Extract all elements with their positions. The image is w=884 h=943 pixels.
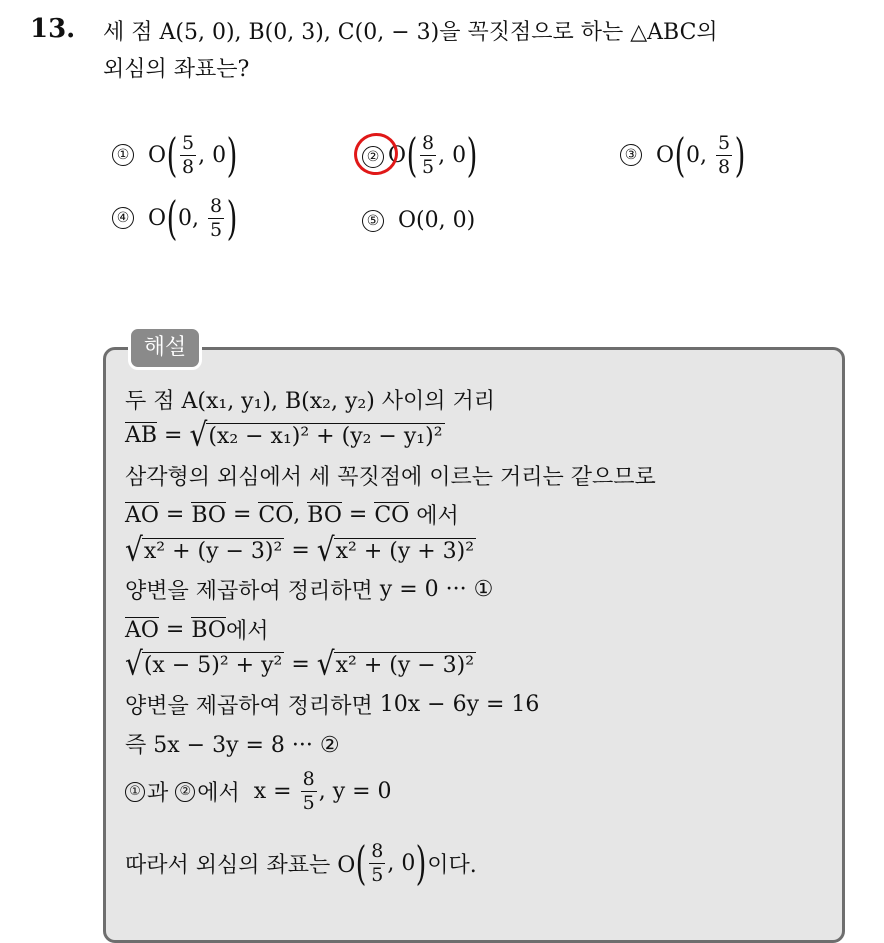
solution-line-1: 두 점 A(x₁, y₁), B(x₂, y₂) 사이의 거리 <box>125 389 496 414</box>
equals-sign: = <box>157 422 190 448</box>
equals-sign: = <box>158 617 192 642</box>
comma: , <box>192 205 206 231</box>
fraction <box>301 770 317 813</box>
fraction <box>180 131 196 178</box>
coordinate: 0 <box>401 850 416 876</box>
paren-open-icon: ( <box>166 128 178 182</box>
numerator: 5 <box>718 131 731 154</box>
choice-4[interactable] <box>112 191 238 245</box>
equals-sign: = <box>284 651 317 677</box>
suffix-text: 에서 <box>416 504 459 529</box>
radicand: (x − 5)² + y² <box>143 652 283 678</box>
solution-text: 에서 <box>197 781 240 806</box>
coordinate: 0 <box>686 142 700 168</box>
choice-marker-wrap-2 <box>362 142 388 168</box>
sqrt-expression-right <box>316 644 476 683</box>
sqrt-expression-right <box>316 530 476 569</box>
choice-prefix: O <box>148 142 167 168</box>
selected-answer-mark-icon <box>350 129 402 179</box>
solution-line-2 <box>125 415 445 454</box>
denominator: 5 <box>422 155 435 178</box>
fraction <box>369 839 385 886</box>
ref-marker-2: ② <box>175 782 195 802</box>
paren-open-icon: ( <box>355 836 367 890</box>
radicand: x² + (y − 3)² <box>335 652 475 678</box>
solution-label: 해설 <box>128 326 202 370</box>
choice-marker-4: ④ <box>112 207 134 229</box>
radical-icon: √ <box>316 644 335 683</box>
solution-text: 따라서 외심의 좌표는 O <box>125 852 356 878</box>
equals-sign: = <box>225 502 259 527</box>
radical-icon: √ <box>125 644 143 683</box>
solution-line-9 <box>125 689 539 720</box>
spacer <box>373 577 380 602</box>
question-text-line1: 세 점 A(5, 0), B(0, 3), C(0, − 3)을 꼭짓점으로 하는 △ABC의 <box>103 20 718 45</box>
coordinate: 0 <box>212 142 227 168</box>
coordinate: 0 <box>452 142 467 168</box>
sqrt-expression-left <box>125 530 284 569</box>
solution-line-11 <box>125 770 392 813</box>
radical-icon: √ <box>316 530 335 569</box>
paren-open-icon: ( <box>406 128 418 182</box>
spacer <box>168 779 175 804</box>
suffix-text: 에서 <box>225 619 269 644</box>
denominator: 5 <box>371 863 384 886</box>
solution-line-10: 즉 5x − 3y = 8 ··· ② <box>125 733 340 758</box>
solution-text: 양변을 제곱하여 정리하면 <box>125 694 373 719</box>
choice-2[interactable] <box>362 128 478 182</box>
suffix-text: 이다. <box>427 852 477 878</box>
solution-line-3: 삼각형의 외심에서 세 꼭짓점에 이르는 거리는 같으므로 <box>125 465 656 490</box>
equation: y = 0 ··· ① <box>379 577 494 602</box>
paren-close-icon: ) <box>415 836 427 890</box>
spacer <box>409 502 416 527</box>
choice-prefix: O <box>148 205 167 231</box>
numerator: 5 <box>182 131 195 154</box>
numerator: 8 <box>210 194 223 217</box>
spacer <box>373 692 380 717</box>
comma: , <box>387 850 402 876</box>
equation: 10x − 6y = 16 <box>379 692 540 717</box>
paren-close-icon: ) <box>466 128 478 182</box>
paren-close-icon: ) <box>734 128 746 182</box>
comma: , <box>198 142 213 168</box>
solution-line-7 <box>125 614 269 645</box>
question-text-line2: 외심의 좌표는? <box>103 57 250 82</box>
segment: CO <box>374 502 410 528</box>
comma: , <box>293 502 308 527</box>
denominator: 5 <box>210 218 223 241</box>
choice-prefix: O <box>388 142 407 168</box>
solution-text: 과 <box>147 781 169 806</box>
choice-5[interactable] <box>362 208 475 233</box>
spacer <box>240 779 254 804</box>
paren-open-icon: ( <box>166 191 178 245</box>
radicand: x² + (y + 3)² <box>335 538 475 564</box>
equation: x = <box>253 779 292 804</box>
coordinate: 0 <box>178 205 192 231</box>
paren-open-icon: ( <box>674 128 686 182</box>
fraction <box>420 131 436 178</box>
choice-marker-1: ① <box>112 144 134 166</box>
numerator: 8 <box>422 131 435 154</box>
segment: BO <box>191 502 226 528</box>
denominator: 8 <box>718 155 731 178</box>
choice-text-5: O(0, 0) <box>398 208 476 233</box>
paren-close-icon: ) <box>226 128 238 182</box>
solution-line-12 <box>125 836 477 890</box>
choice-1[interactable] <box>112 128 238 182</box>
radicand: (x₂ − x₁)² + (y₂ − y₁)² <box>208 423 443 449</box>
solution-text: 양변을 제곱하여 정리하면 <box>125 579 373 604</box>
fraction <box>716 131 732 178</box>
choice-3[interactable] <box>620 128 746 182</box>
spacer <box>292 779 299 804</box>
segment-ab: AB <box>125 423 158 449</box>
radicand: x² + (y − 3)² <box>143 538 283 564</box>
choice-marker-3: ③ <box>620 144 642 166</box>
choice-prefix: O <box>656 142 675 168</box>
sqrt-expression <box>189 415 444 454</box>
segment: BO <box>191 617 226 643</box>
choice-marker-2: ② <box>362 146 384 168</box>
segment: AO <box>125 502 159 528</box>
equals-sign: = <box>284 537 317 563</box>
numerator: 8 <box>371 839 384 862</box>
solution-line-4 <box>125 499 459 530</box>
question-number: 13. <box>30 14 76 44</box>
segment: AO <box>125 617 159 643</box>
solution-line-6 <box>125 574 493 605</box>
numerator: 8 <box>302 768 315 790</box>
equation: , y = 0 <box>318 779 392 804</box>
solution-line-8 <box>125 644 476 683</box>
paren-close-icon: ) <box>226 191 238 245</box>
radical-icon: √ <box>125 530 143 569</box>
comma: , <box>438 142 453 168</box>
choice-marker-5: ⑤ <box>362 210 384 232</box>
denominator: 5 <box>302 792 315 814</box>
segment: CO <box>258 502 294 528</box>
solution-line-5 <box>125 530 476 569</box>
comma: , <box>700 142 714 168</box>
equals-sign: = <box>341 502 375 527</box>
segment: BO <box>307 502 342 528</box>
denominator: 8 <box>182 155 195 178</box>
equals-sign: = <box>158 502 192 527</box>
fraction <box>208 194 224 241</box>
sqrt-expression-left <box>125 644 284 683</box>
radical-icon: √ <box>189 415 208 454</box>
ref-marker-1: ① <box>125 782 145 802</box>
